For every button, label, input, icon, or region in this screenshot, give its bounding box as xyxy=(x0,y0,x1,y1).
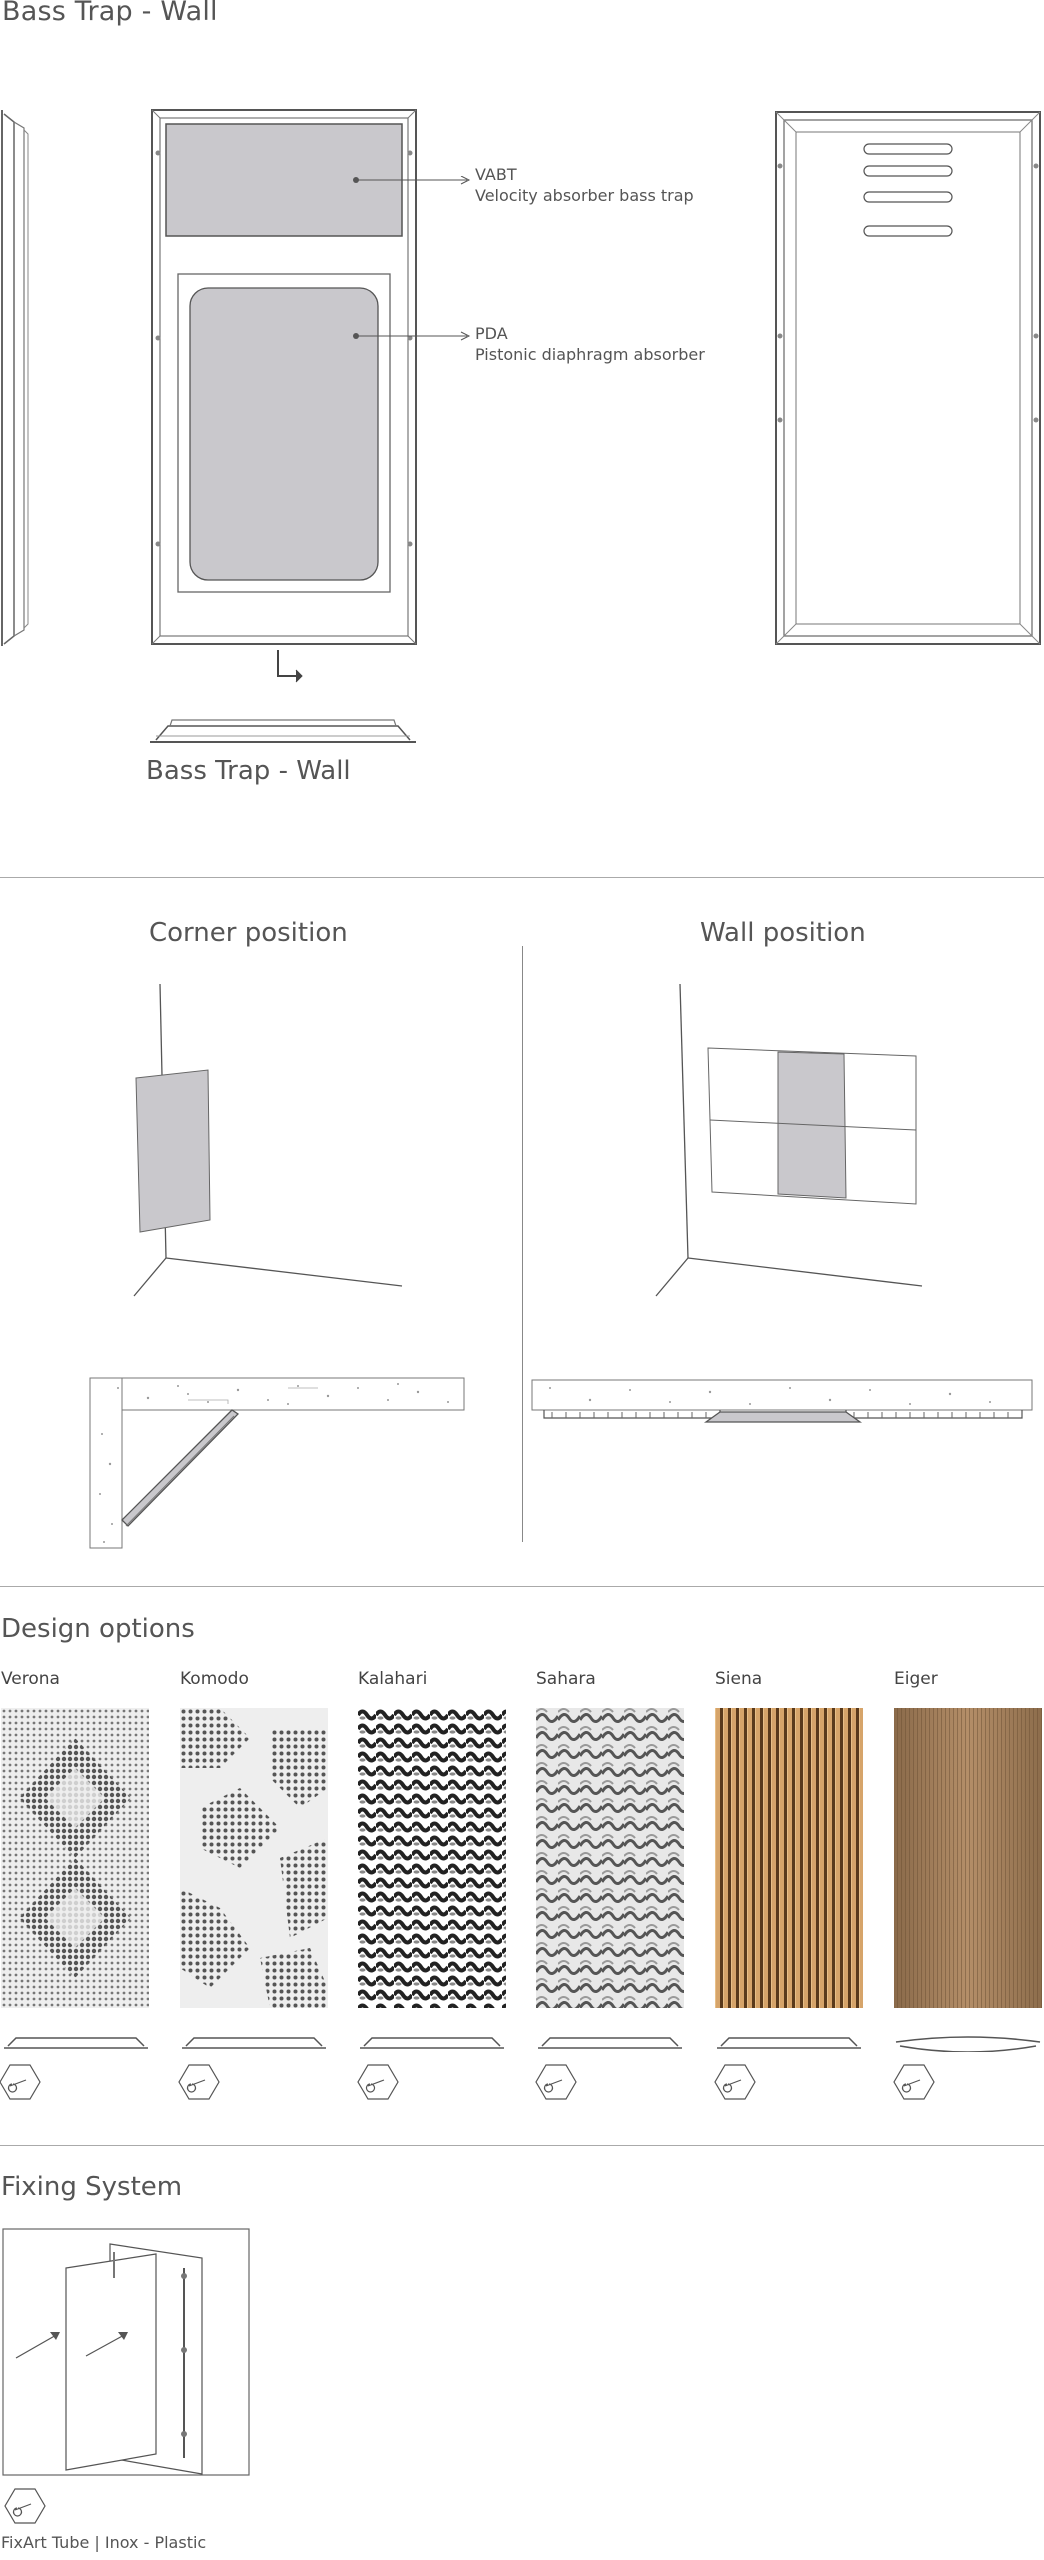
kalahari-swatch xyxy=(358,1708,506,2008)
plan-profile-drawing xyxy=(148,716,418,744)
option-name: Verona xyxy=(1,1669,60,1689)
pda-code: PDA xyxy=(475,324,508,343)
option-name: Siena xyxy=(715,1669,763,1689)
back-elevation-drawing xyxy=(774,110,1044,648)
pda-description: Pistonic diaphragm absorber xyxy=(475,345,705,364)
product-caption: Bass Trap - Wall xyxy=(146,756,351,786)
section-divider xyxy=(0,2145,1044,2146)
section-divider xyxy=(0,1586,1044,1587)
side-elevation-drawing xyxy=(0,108,40,648)
option-profiles xyxy=(0,2032,1044,2052)
section-divider xyxy=(0,877,1044,878)
option-name: Komodo xyxy=(180,1669,249,1689)
design-options-title: Design options xyxy=(1,1614,195,1644)
corner-perspective-drawing xyxy=(130,980,410,1300)
sahara-swatch xyxy=(536,1708,684,2008)
page-title: Bass Trap - Wall xyxy=(2,0,218,27)
hex-fixing-icons xyxy=(0,2062,1044,2102)
siena-swatch xyxy=(715,1708,863,2008)
verona-swatch xyxy=(1,1708,149,2008)
callout-leaders xyxy=(355,176,475,346)
wall-perspective-drawing xyxy=(652,980,942,1300)
vabt-code: VABT xyxy=(475,165,517,184)
fixing-system-drawing xyxy=(2,2228,252,2478)
komodo-swatch xyxy=(180,1708,328,2008)
wall-position-title: Wall position xyxy=(700,918,866,948)
corner-plan-section xyxy=(88,1374,468,1550)
option-name: Eiger xyxy=(894,1669,938,1689)
positions-divider xyxy=(522,946,523,1542)
fixing-caption: FixArt Tube | Inox - Plastic xyxy=(1,2533,207,2552)
option-name: Sahara xyxy=(536,1669,596,1689)
wall-plan-section xyxy=(530,1378,1034,1428)
section-arrow-icon xyxy=(272,648,308,684)
corner-position-title: Corner position xyxy=(149,918,348,948)
fixing-system-title: Fixing System xyxy=(1,2172,183,2202)
vabt-description: Velocity absorber bass trap xyxy=(475,186,694,205)
hex-fixing-icon xyxy=(4,2486,48,2526)
eiger-swatch xyxy=(894,1708,1042,2008)
option-name: Kalahari xyxy=(358,1669,428,1689)
